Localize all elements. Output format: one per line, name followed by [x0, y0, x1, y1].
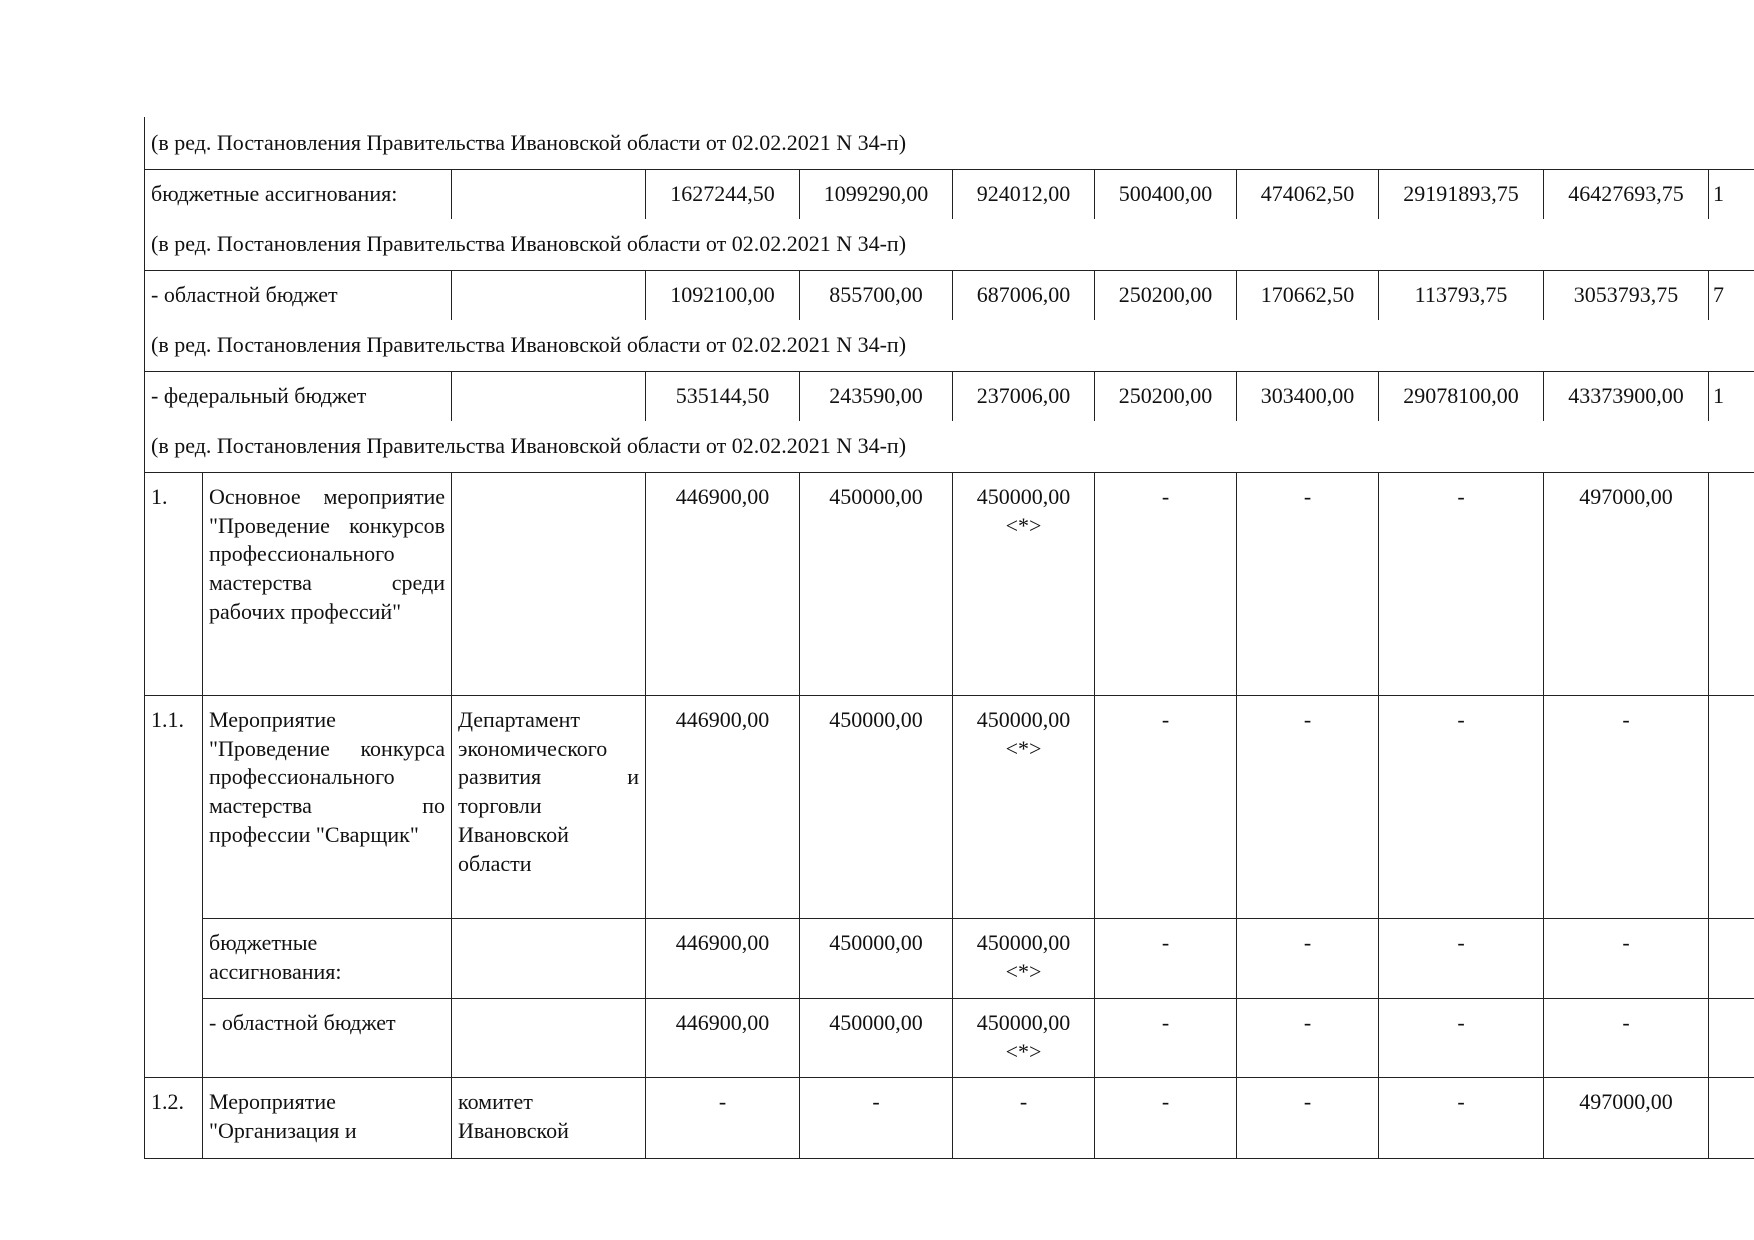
value-cell: 170662,50	[1237, 271, 1379, 321]
activity-name: - областной бюджет	[203, 999, 452, 1078]
executor-cell	[452, 919, 646, 999]
activity-name: Мероприятие "Организация и	[203, 1078, 452, 1159]
executor-cell	[452, 170, 646, 220]
row-number: 1.2.	[145, 1078, 203, 1159]
executor-cell	[452, 473, 646, 696]
value-cell-partial	[1709, 696, 1754, 919]
amendment-note: (в ред. Постановления Правительства Ивановской области от 02.02.2021 N 34-п)	[145, 421, 1754, 473]
value-cell: 450000,00 <*>	[953, 696, 1095, 919]
activity-name: бюджетные ассигнования:	[203, 919, 452, 999]
row-number: 1.1.	[145, 696, 203, 1078]
row-label: - федеральный бюджет	[145, 372, 452, 422]
value-cell: -	[1544, 696, 1709, 919]
value-cell: 450000,00	[800, 473, 953, 696]
value-cell: -	[646, 1078, 800, 1159]
amendment-note-row	[145, 320, 1754, 372]
row-label: бюджетные ассигнования:	[145, 170, 452, 220]
value-cell: -	[1379, 696, 1544, 919]
value-cell: -	[1095, 919, 1237, 999]
value-cell: 46427693,75	[1544, 170, 1709, 220]
value-cell: 446900,00	[646, 696, 800, 919]
value-cell: 924012,00	[953, 170, 1095, 220]
value-cell: 29191893,75	[1379, 170, 1544, 220]
value-cell: 1627244,50	[646, 170, 800, 220]
activity-row	[145, 999, 1754, 1078]
value-cell-partial	[1709, 919, 1754, 999]
amendment-note-row	[145, 117, 1754, 170]
value-cell: -	[1379, 473, 1544, 696]
value-cell-partial: 1	[1709, 170, 1754, 220]
executor-cell	[452, 999, 646, 1078]
value-cell: -	[1379, 1078, 1544, 1159]
value-cell: 29078100,00	[1379, 372, 1544, 422]
executor-cell: комитет Ивановской	[452, 1078, 646, 1159]
value-cell: 43373900,00	[1544, 372, 1709, 422]
value-cell-partial	[1709, 1078, 1754, 1159]
amendment-note-row	[145, 421, 1754, 473]
value-cell: 446900,00	[646, 919, 800, 999]
value-cell: 250200,00	[1095, 271, 1237, 321]
value-cell: -	[1544, 919, 1709, 999]
value-cell: 855700,00	[800, 271, 953, 321]
value-cell: -	[1095, 473, 1237, 696]
budget-table	[144, 117, 1754, 1159]
table-body	[145, 117, 1754, 1159]
amendment-note-row	[145, 219, 1754, 271]
value-cell: 474062,50	[1237, 170, 1379, 220]
executor-cell	[452, 372, 646, 422]
value-cell: -	[1095, 999, 1237, 1078]
amendment-note: (в ред. Постановления Правительства Ивановской области от 02.02.2021 N 34-п)	[145, 117, 1754, 170]
value-cell: 497000,00	[1544, 1078, 1709, 1159]
value-cell: 687006,00	[953, 271, 1095, 321]
value-cell: -	[1237, 473, 1379, 696]
row-label: - областной бюджет	[145, 271, 452, 321]
value-cell: -	[800, 1078, 953, 1159]
activity-name: Основное мероприятие "Проведение конкурсов профессионального мастерства среди рабочих профессий"	[203, 473, 452, 696]
value-cell: 497000,00	[1544, 473, 1709, 696]
value-cell: -	[1095, 696, 1237, 919]
value-cell: 450000,00	[800, 999, 953, 1078]
executor-cell	[452, 271, 646, 321]
value-cell: -	[1237, 919, 1379, 999]
value-cell: -	[1379, 919, 1544, 999]
value-cell: 243590,00	[800, 372, 953, 422]
amendment-note: (в ред. Постановления Правительства Ивановской области от 02.02.2021 N 34-п)	[145, 320, 1754, 372]
value-cell: 250200,00	[1095, 372, 1237, 422]
value-cell: 450000,00	[800, 919, 953, 999]
value-cell: 3053793,75	[1544, 271, 1709, 321]
value-cell: 446900,00	[646, 999, 800, 1078]
value-cell: 1092100,00	[646, 271, 800, 321]
value-cell: -	[953, 1078, 1095, 1159]
value-cell: 237006,00	[953, 372, 1095, 422]
activity-row	[145, 473, 1754, 696]
value-cell: 450000,00 <*>	[953, 919, 1095, 999]
amendment-note: (в ред. Постановления Правительства Ивановской области от 02.02.2021 N 34-п)	[145, 219, 1754, 271]
summary-row	[145, 170, 1754, 220]
value-cell: -	[1095, 1078, 1237, 1159]
activity-row	[145, 919, 1754, 999]
value-cell-partial: 7	[1709, 271, 1754, 321]
value-cell: 500400,00	[1095, 170, 1237, 220]
value-cell: 303400,00	[1237, 372, 1379, 422]
value-cell: -	[1544, 999, 1709, 1078]
value-cell: 446900,00	[646, 473, 800, 696]
value-cell-partial: 1	[1709, 372, 1754, 422]
row-number: 1.	[145, 473, 203, 696]
value-cell: 1099290,00	[800, 170, 953, 220]
value-cell-partial	[1709, 999, 1754, 1078]
summary-row	[145, 372, 1754, 422]
value-cell-partial	[1709, 473, 1754, 696]
activity-name: Мероприятие "Проведение конкурса профессионального мастерства по профессии "Сварщик"	[203, 696, 452, 919]
executor-cell: Департамент экономического развития и торговли Ивановской области	[452, 696, 646, 919]
activity-row	[145, 696, 1754, 919]
value-cell: 450000,00 <*>	[953, 473, 1095, 696]
value-cell: -	[1237, 999, 1379, 1078]
value-cell: 535144,50	[646, 372, 800, 422]
value-cell: -	[1237, 1078, 1379, 1159]
value-cell: 450000,00	[800, 696, 953, 919]
value-cell: -	[1237, 696, 1379, 919]
value-cell: -	[1379, 999, 1544, 1078]
value-cell: 450000,00 <*>	[953, 999, 1095, 1078]
value-cell: 113793,75	[1379, 271, 1544, 321]
activity-row	[145, 1078, 1754, 1159]
summary-row	[145, 271, 1754, 321]
